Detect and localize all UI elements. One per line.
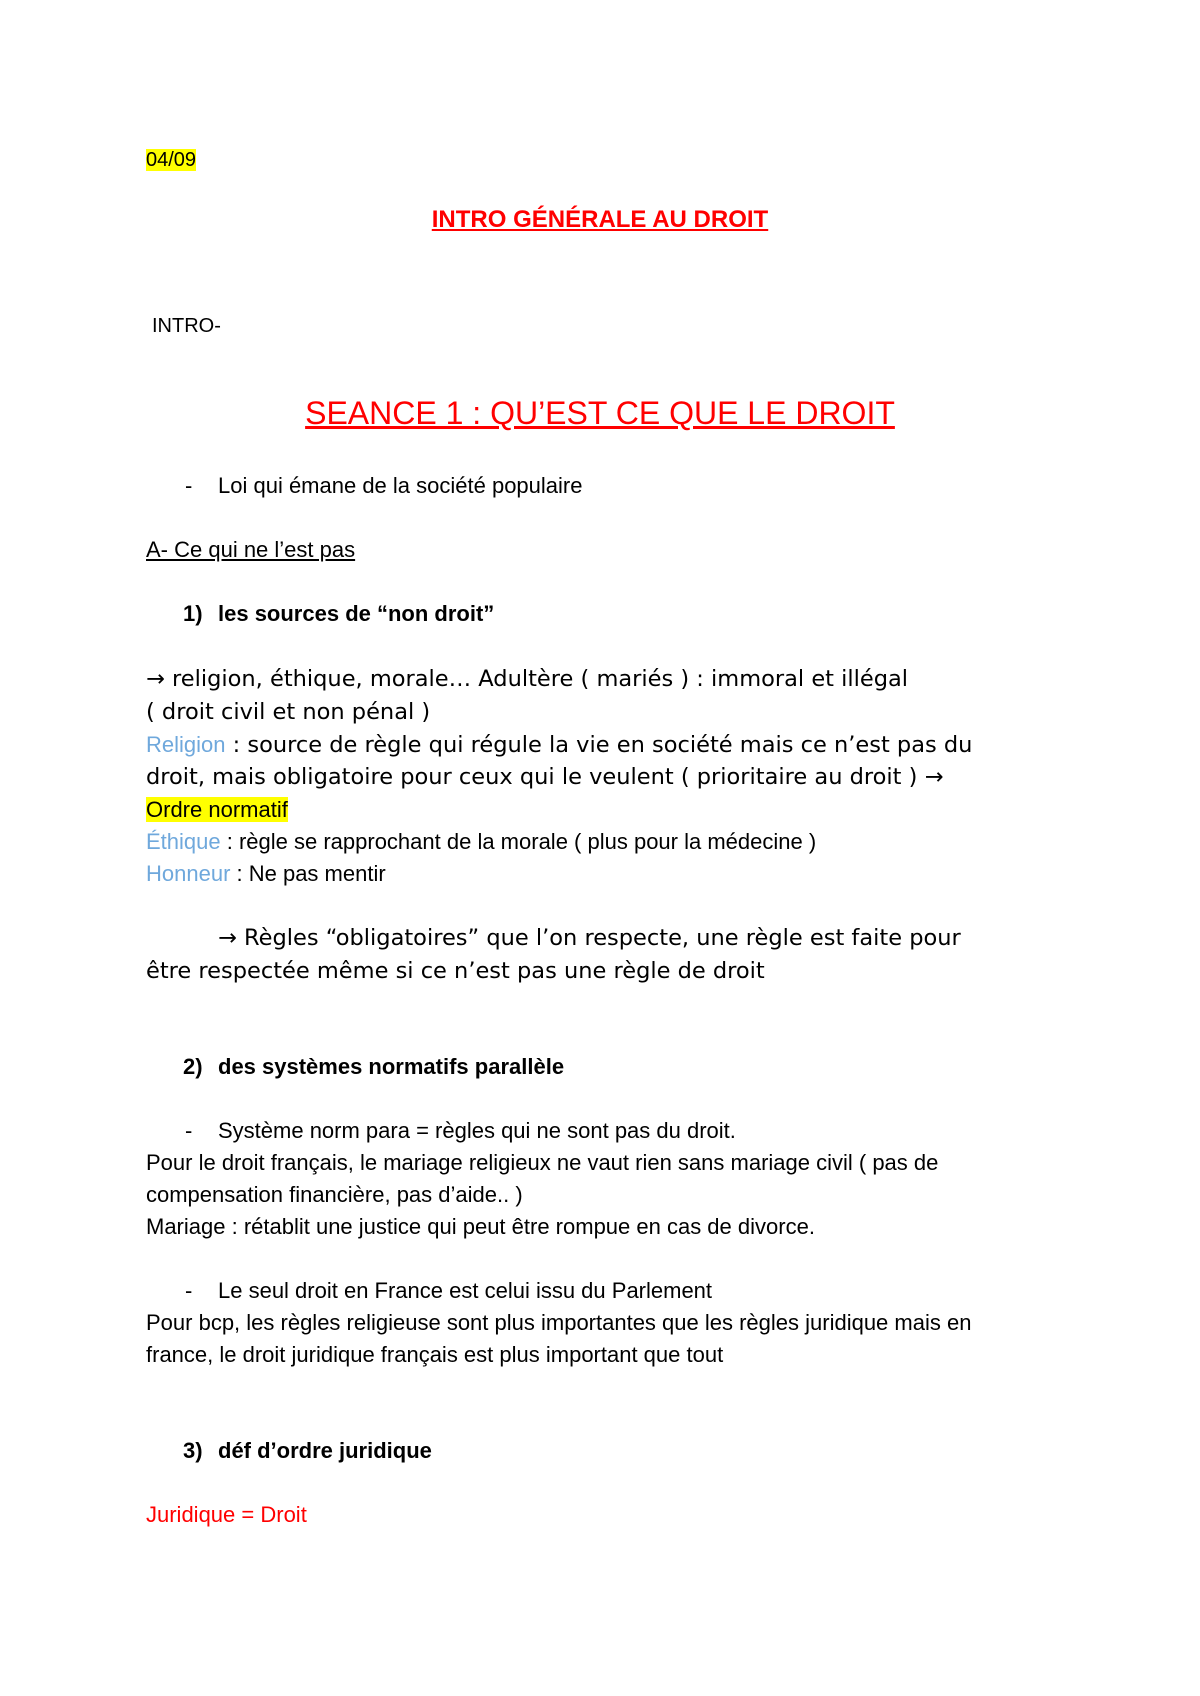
juridique-line: Juridique = Droit [146,1502,307,1527]
mariage-para-line-3: Mariage : rétablit une justice qui peut être rompue en cas de divorce. [146,1214,815,1239]
ordre-normatif-highlight: Ordre normatif [146,797,288,822]
sub2-title: des systèmes normatifs parallèle [218,1054,565,1079]
bullet-parlement-text: Le seul droit en France est celui issu du Parlement [218,1278,713,1303]
sub1-title: les sources de “non droit” [218,601,495,626]
religion-term: Religion [146,732,226,757]
ethique-definition: : règle se rapprochant de la morale ( plus pour la médecine ) [220,829,817,854]
mariage-para-line-2: compensation financière, pas d’aide.. ) [146,1182,523,1207]
bcp-para-line-1: Pour bcp, les règles religieuse sont plus importantes que les règles juridique mais en [146,1310,972,1335]
sub1-line-1: → religion, éthique, morale… Adultère ( mariés ) : immoral et illégal [146,666,909,692]
intro-label: INTRO- [152,315,221,337]
honneur-definition: : Ne pas mentir [230,861,386,886]
bullet-loi-text: Loi qui émane de la société populaire [218,473,583,498]
regles-line-1: → Règles “obligatoires” que l’on respecte, une règle est faite pour [218,925,961,951]
religion-definition: : source de règle qui régule la vie en société mais ce n’est pas du [225,732,973,758]
date-highlight: 04/09 [146,149,197,171]
ethique-line [146,829,816,855]
document-title: INTRO GÉNÉRALE AU DROIT [431,206,769,233]
religion-line [146,732,972,758]
bcp-para-line-2: france, le droit juridique français est plus important que tout [146,1342,724,1367]
seance-heading [0,394,1200,432]
date-label [146,147,196,173]
bullet-dash: - [185,1118,193,1143]
sub1-number: 1) [183,601,203,626]
section-a-heading: A- Ce qui ne l’est pas [146,537,356,562]
honneur-line [146,861,386,887]
sub2-number: 2) [183,1054,203,1079]
bullet-systeme-text: Système norm para = règles qui ne sont pas du droit. [218,1118,736,1143]
sub3-number: 3) [183,1438,203,1463]
sub1-line-2: ( droit civil et non pénal ) [146,699,431,725]
mariage-para-line-1: Pour le droit français, le mariage religieux ne vaut rien sans mariage civil ( pas de [146,1150,939,1175]
bullet-dash: - [185,473,193,498]
honneur-term: Honneur [146,861,231,886]
seance-title: SEANCE 1 : QU’EST CE QUE LE DROIT [305,395,895,431]
bullet-dash: - [185,1278,193,1303]
religion-line-2: droit, mais obligatoire pour ceux qui le veulent ( prioritaire au droit ) → [146,764,944,790]
ethique-term: Éthique [146,829,221,854]
ordre-normatif-line [146,797,288,823]
regles-line-2: être respectée même si ce n’est pas une règle de droit [146,958,765,984]
sub3-title: déf d’ordre juridique [218,1438,432,1463]
